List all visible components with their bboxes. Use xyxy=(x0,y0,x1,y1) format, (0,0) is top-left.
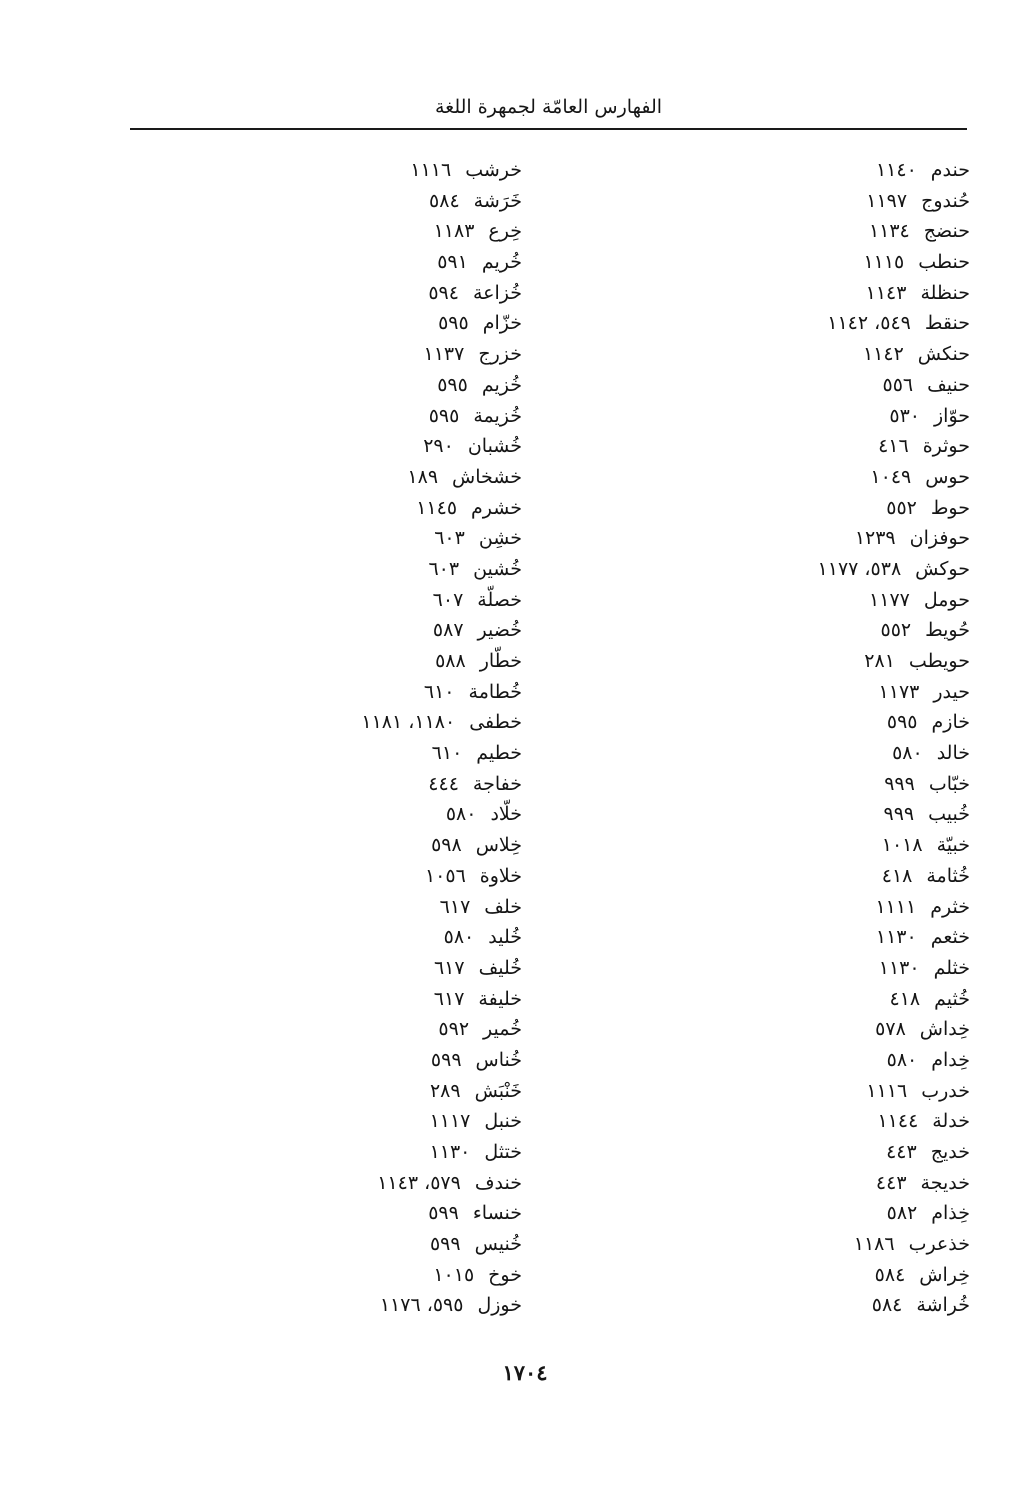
entry-word: خُليد xyxy=(488,926,522,949)
index-entry xyxy=(670,1229,970,1260)
entry-page-refs: ٢٨٩ xyxy=(429,1079,461,1102)
entry-word: خُبيب xyxy=(928,803,970,826)
entry-page-refs: ٦١٠ xyxy=(431,742,463,765)
index-entry xyxy=(222,339,522,370)
index-entry xyxy=(222,462,522,493)
index-entry xyxy=(670,646,970,677)
entry-page-refs: ٥٧٩، ١١٤٣ xyxy=(377,1171,461,1194)
index-entry xyxy=(222,861,522,892)
entry-page-refs: ٤١٦ xyxy=(878,435,909,458)
entry-word: خُناس xyxy=(475,1048,522,1071)
entry-word: خِذام xyxy=(931,1202,970,1225)
index-entry xyxy=(670,953,970,984)
entry-word: خذعرب xyxy=(908,1233,970,1256)
entry-page-refs: ٥٣٠ xyxy=(889,404,920,427)
entry-word: خالد xyxy=(936,742,970,765)
index-entry xyxy=(222,155,522,186)
index-entry xyxy=(222,1106,522,1137)
entry-page-refs: ٥٨٨ xyxy=(435,650,466,672)
entry-page-refs: ٥٨٤ xyxy=(874,1263,906,1286)
index-entry xyxy=(222,585,522,616)
index-entry xyxy=(222,984,522,1015)
entry-word: حنكش xyxy=(917,343,970,366)
entry-page-refs: ٥٨٤ xyxy=(871,1294,903,1317)
entry-page-refs: ١١٨٦ xyxy=(853,1233,895,1256)
entry-word: خصلّة xyxy=(477,588,522,611)
entry-word: حوكش xyxy=(915,557,970,580)
entry-page-refs: ٢٨١ xyxy=(864,650,895,672)
entry-word: خِراش xyxy=(919,1263,970,1286)
entry-word: خزرج xyxy=(478,343,522,366)
entry-word: خلّاد xyxy=(490,803,522,826)
entry-word: خندف xyxy=(474,1171,522,1194)
entry-page-refs: ٥٤٩، ١١٤٢ xyxy=(827,312,911,335)
index-entry xyxy=(670,799,970,830)
index-entry xyxy=(670,585,970,616)
entry-word: حوس xyxy=(925,465,970,488)
entry-word: خنبل xyxy=(484,1110,522,1133)
index-entry xyxy=(670,339,970,370)
entry-page-refs: ٥٩٥ xyxy=(886,711,918,734)
index-entry xyxy=(222,431,522,462)
index-entry xyxy=(670,615,970,646)
entry-word: ختثل xyxy=(484,1141,522,1163)
entry-page-refs: ١١٣٤ xyxy=(868,220,910,243)
entry-page-refs: ١١٧٧ xyxy=(869,588,910,611)
entry-page-refs: ٥٨٤ xyxy=(429,189,460,212)
entry-word: خلاوة xyxy=(479,864,522,887)
entry-page-refs: ٤٤٤ xyxy=(428,772,459,795)
index-entry xyxy=(670,738,970,769)
index-entry xyxy=(670,1290,970,1321)
entry-word: خِداش xyxy=(919,1018,970,1041)
entry-word: حندم xyxy=(930,159,970,181)
entry-page-refs: ١١١٥ xyxy=(863,251,905,274)
entry-page-refs: ١١٤٣ xyxy=(865,281,907,304)
entry-word: خبيّة xyxy=(936,834,970,857)
entry-word: خُريم xyxy=(481,251,522,274)
entry-page-refs: ٥٩٥ xyxy=(428,404,460,427)
entry-word: حوّاز xyxy=(933,404,970,427)
index-entry xyxy=(222,523,522,554)
entry-word: خازم xyxy=(931,711,970,734)
index-entry xyxy=(670,1014,970,1045)
entry-page-refs: ٥٨٠ xyxy=(886,1048,918,1071)
index-entry xyxy=(670,1168,970,1199)
entry-page-refs: ١١٣٧ xyxy=(423,343,465,366)
entry-word: حوثرة xyxy=(922,435,970,458)
page-header: الفهارس العامّة لجمهرة اللغة xyxy=(434,96,663,118)
index-entry xyxy=(670,892,970,923)
index-entry xyxy=(670,431,970,462)
entry-word: خزّام xyxy=(482,312,522,335)
index-entry xyxy=(222,953,522,984)
index-entry xyxy=(222,922,522,953)
index-entry xyxy=(670,216,970,247)
entry-page-refs: ١١٤٤ xyxy=(877,1110,919,1133)
entry-word: خُثيم xyxy=(934,987,970,1010)
entry-word: خفاجة xyxy=(472,772,522,795)
entry-page-refs: ٥٩١ xyxy=(437,251,468,274)
entry-word: حُندوج xyxy=(921,189,970,212)
entry-word: خُزيمة xyxy=(473,404,522,427)
index-entry xyxy=(222,707,522,738)
index-entry xyxy=(222,370,522,401)
entry-word: خُشين xyxy=(473,557,522,580)
entry-page-refs: ٥٨٢ xyxy=(886,1202,918,1225)
entry-word: حُويط xyxy=(925,619,970,642)
entry-page-refs: ١١٨٠، ١١٨١ xyxy=(361,711,456,734)
entry-page-refs: ٤١٨ xyxy=(889,987,921,1010)
entry-word: خثعم xyxy=(930,926,970,949)
entry-page-refs: ٥٥٦ xyxy=(882,373,914,396)
index-entry xyxy=(222,1137,522,1168)
index-entry xyxy=(670,370,970,401)
index-entry xyxy=(670,922,970,953)
index-entry xyxy=(222,646,522,677)
entry-page-refs: ١١١١ xyxy=(875,895,917,918)
entry-word: خُثامة xyxy=(926,864,970,887)
index-entry xyxy=(222,892,522,923)
entry-page-refs: ٥٥٢ xyxy=(886,496,917,519)
index-entry xyxy=(222,1076,522,1107)
index-entry xyxy=(670,1260,970,1291)
entry-page-refs: ٩٩٩ xyxy=(883,803,915,826)
entry-page-refs: ٦١٧ xyxy=(433,956,465,979)
index-entry xyxy=(670,278,970,309)
index-entry xyxy=(222,308,522,339)
entry-page-refs: ١١٩٧ xyxy=(866,189,908,212)
entry-word: خُشبان xyxy=(467,435,522,458)
index-entry xyxy=(670,984,970,1015)
entry-page-refs: ٦١٧ xyxy=(433,987,465,1010)
entry-page-refs: ٤٤٣ xyxy=(875,1171,907,1194)
index-entry xyxy=(670,1106,970,1137)
entry-word: خِدام xyxy=(931,1048,970,1071)
index-entry xyxy=(222,1045,522,1076)
index-entry xyxy=(222,554,522,585)
index-entry xyxy=(670,401,970,432)
entry-word: خطّار xyxy=(479,650,522,672)
entry-page-refs: ١٠٥٦ xyxy=(424,864,466,887)
index-entry xyxy=(222,799,522,830)
entry-word: خُطامة xyxy=(468,680,522,703)
index-entry xyxy=(670,554,970,585)
entry-page-refs: ٤٤٣ xyxy=(886,1141,917,1163)
entry-page-refs: ٥٩٩ xyxy=(430,1048,462,1071)
entry-page-refs: ١١١٦ xyxy=(866,1079,908,1102)
entry-page-refs: ١١٤٠ xyxy=(875,159,917,181)
entry-page-refs: ٦٠٧ xyxy=(432,588,464,611)
entry-page-refs: ١١٣٠ xyxy=(878,956,920,979)
index-entry xyxy=(222,1229,522,1260)
entry-page-refs: ٥٩٥، ١١٧٦ xyxy=(379,1294,464,1317)
index-entry xyxy=(222,186,522,217)
index-entry xyxy=(670,186,970,217)
entry-word: خبّاب xyxy=(928,772,970,795)
index-entry xyxy=(222,216,522,247)
index-entry xyxy=(222,1198,522,1229)
entry-page-refs: ٥٩٩ xyxy=(428,1202,459,1225)
entry-page-refs: ٥٥٢ xyxy=(880,619,912,642)
entry-page-refs: ٢٩٠ xyxy=(423,435,454,458)
entry-word: خَنْبَش xyxy=(474,1079,522,1102)
entry-word: حنضج xyxy=(923,220,970,243)
entry-page-refs: ٥٩٥ xyxy=(438,312,469,335)
entry-word: حنطب xyxy=(918,251,970,274)
index-entry xyxy=(670,1137,970,1168)
entry-page-refs: ١١٤٥ xyxy=(416,496,458,519)
entry-page-refs: ٥٨٠ xyxy=(445,803,477,826)
entry-page-refs: ١٠١٥ xyxy=(433,1263,475,1286)
entry-page-refs: ١١٨٣ xyxy=(433,220,475,243)
entry-word: خوزل xyxy=(477,1294,522,1317)
index-entry xyxy=(670,769,970,800)
entry-word: حنيف xyxy=(927,373,970,396)
entry-page-refs: ٥٨٠ xyxy=(892,742,923,765)
entry-page-refs: ٥٨٠ xyxy=(443,926,475,949)
entry-page-refs: ١٨٩ xyxy=(407,465,439,488)
entry-page-refs: ٥٨٧ xyxy=(432,619,464,642)
index-entry xyxy=(670,677,970,708)
entry-word: خِلاس xyxy=(475,834,522,857)
entry-page-refs: ١١٣٠ xyxy=(429,1141,471,1163)
entry-word: حنقط xyxy=(924,312,970,335)
index-entry xyxy=(670,523,970,554)
index-column-right xyxy=(670,155,970,1321)
entry-word: خشرم xyxy=(471,496,522,519)
entry-page-refs: ٦١٠ xyxy=(423,680,455,703)
entry-page-refs: ٤١٨ xyxy=(881,864,913,887)
index-entry xyxy=(222,677,522,708)
index-entry xyxy=(222,769,522,800)
index-entry xyxy=(670,707,970,738)
entry-page-refs: ٥٧٨ xyxy=(875,1018,906,1041)
entry-word: خُليف xyxy=(478,956,522,979)
entry-word: خُمير xyxy=(483,1018,522,1041)
entry-word: خشخاش xyxy=(452,465,522,488)
index-entry xyxy=(670,155,970,186)
entry-word: خشِن xyxy=(478,527,522,550)
entry-page-refs: ١٢٣٩ xyxy=(854,527,896,550)
entry-page-refs: ١١٣٠ xyxy=(875,926,917,949)
index-entry xyxy=(222,278,522,309)
entry-word: خطفى xyxy=(469,711,522,734)
entry-word: خثرم xyxy=(930,895,970,918)
entry-word: خدرب xyxy=(921,1079,970,1102)
index-entry xyxy=(222,401,522,432)
entry-page-refs: ١٠٤٩ xyxy=(870,465,912,488)
index-entry xyxy=(222,493,522,524)
entry-page-refs: ٥٩٥ xyxy=(437,373,468,396)
entry-word: خِرع xyxy=(488,220,522,243)
page-number: ١٧٠٤ xyxy=(502,1360,548,1385)
index-entry xyxy=(670,830,970,861)
entry-word: حوط xyxy=(930,496,970,519)
entry-word: خُزيم xyxy=(481,373,522,396)
entry-word: خديج xyxy=(930,1141,970,1163)
entry-page-refs: ٩٩٩ xyxy=(884,772,915,795)
entry-page-refs: ٥٣٨، ١١٧٧ xyxy=(817,557,902,580)
entry-page-refs: ٥٩٢ xyxy=(438,1018,470,1041)
entry-word: حيدر xyxy=(933,680,970,703)
entry-page-refs: ٦٠٣ xyxy=(428,557,460,580)
entry-word: خُزاعة xyxy=(472,281,522,304)
entry-page-refs: ١٠١٨ xyxy=(881,834,923,857)
entry-page-refs: ١١٤٢ xyxy=(862,343,904,366)
index-entry xyxy=(222,830,522,861)
index-entry xyxy=(670,861,970,892)
index-column-left xyxy=(222,155,522,1321)
entry-word: خُراشة xyxy=(916,1294,970,1317)
entry-word: خطيم xyxy=(476,742,522,765)
index-entry xyxy=(222,1260,522,1291)
entry-word: خلف xyxy=(484,895,522,918)
entry-word: خُنيس xyxy=(474,1233,522,1256)
entry-page-refs: ٥٩٨ xyxy=(431,834,462,857)
index-entry xyxy=(670,1198,970,1229)
entry-word: خثلم xyxy=(933,956,970,979)
entry-word: خدلة xyxy=(932,1110,970,1133)
index-entry xyxy=(670,247,970,278)
index-entry xyxy=(222,615,522,646)
entry-word: خُضير xyxy=(477,619,522,642)
entry-word: خَرَشة xyxy=(473,189,522,212)
entry-word: خديجة xyxy=(920,1171,970,1194)
entry-page-refs: ٥٩٩ xyxy=(429,1233,461,1256)
entry-word: خرشب xyxy=(465,159,522,181)
entry-word: خنساء xyxy=(472,1202,522,1225)
index-entry xyxy=(670,462,970,493)
header-rule xyxy=(130,128,967,130)
index-entry xyxy=(222,1168,522,1199)
entry-page-refs: ١١٧٣ xyxy=(878,680,920,703)
entry-word: حويطب xyxy=(908,650,970,672)
entry-page-refs: ٦١٧ xyxy=(439,895,471,918)
entry-page-refs: ١١١٧ xyxy=(429,1110,471,1133)
index-entry xyxy=(222,738,522,769)
entry-word: خوخ xyxy=(488,1263,522,1286)
index-entry xyxy=(670,1045,970,1076)
index-entry xyxy=(222,1290,522,1321)
entry-page-refs: ١١١٦ xyxy=(410,159,452,181)
entry-word: حومل xyxy=(923,588,970,611)
index-entry xyxy=(670,308,970,339)
index-entry xyxy=(222,247,522,278)
entry-word: خليفة xyxy=(478,987,522,1010)
index-entry xyxy=(222,1014,522,1045)
entry-page-refs: ٥٩٤ xyxy=(428,281,459,304)
index-entry xyxy=(670,493,970,524)
index-entry xyxy=(670,1076,970,1107)
entry-page-refs: ٦٠٣ xyxy=(434,527,465,550)
entry-word: حنظلة xyxy=(920,281,970,304)
entry-word: حوفزان xyxy=(909,527,970,550)
